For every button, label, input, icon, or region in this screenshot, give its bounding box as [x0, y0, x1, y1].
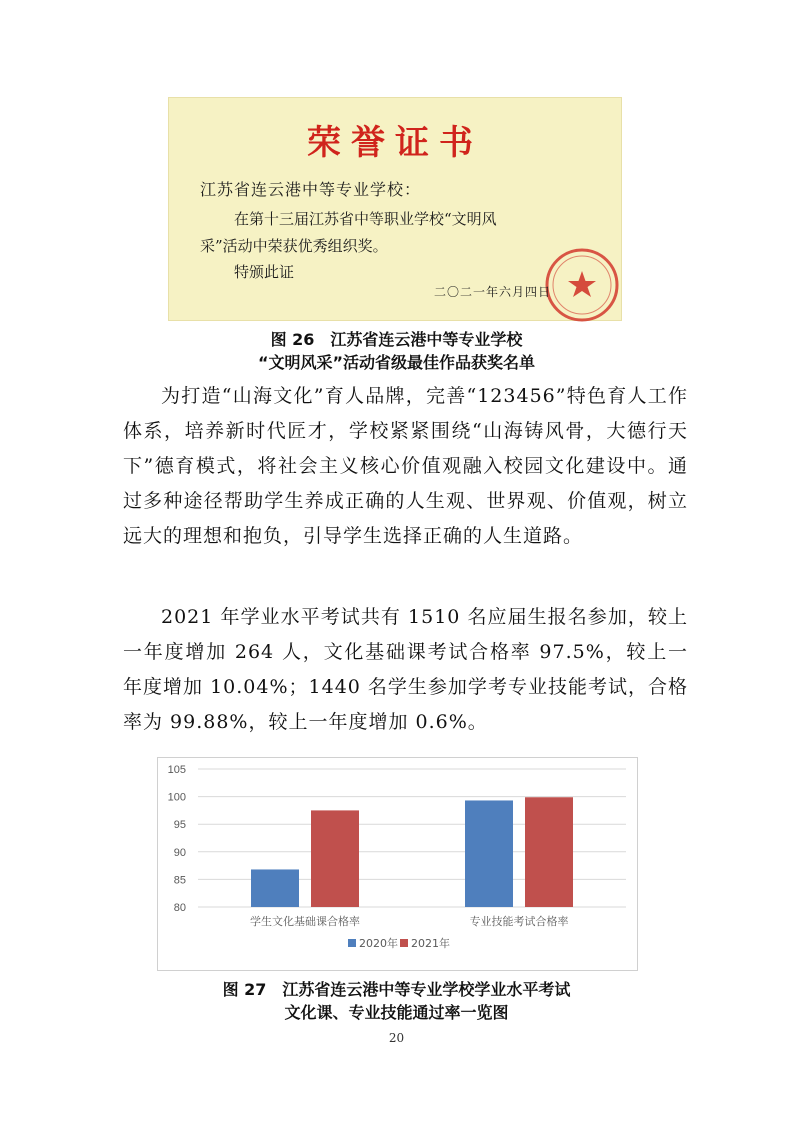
y-tick-label: 85 [173, 874, 186, 887]
y-tick-label: 105 [167, 764, 186, 776]
y-tick-label: 100 [167, 791, 186, 804]
certificate-title: 荣誉证书 [307, 123, 483, 163]
certificate-body-line2: 采”活动中荣获优秀组织奖。 [200, 237, 388, 255]
bar [525, 797, 573, 907]
page-number: 20 [388, 1031, 405, 1045]
figure-26-caption-line2: “文明风采”活动省级最佳作品获奖名单 [257, 353, 536, 372]
x-category-label: 专业技能考试合格率 [469, 915, 569, 928]
certificate-closing: 特颁此证 [234, 263, 295, 281]
certificate-date: 二〇二一年六月四日 [434, 285, 552, 299]
certificate-recipient: 江苏省连云港中等专业学校： [200, 180, 422, 199]
legend-swatch [348, 939, 356, 947]
y-tick-label: 95 [173, 819, 186, 832]
certificate-image [168, 97, 622, 321]
y-tick-label: 90 [173, 846, 186, 859]
figure-27-caption-line2: 文化课、专业技能通过率一览图 [284, 1003, 509, 1022]
figure-26-caption-line1: 图 26 江苏省连云港中等专业学校 [270, 330, 523, 349]
x-category-label: 学生文化基础课合格率 [250, 915, 360, 928]
figure-27-caption-line1: 图 27 江苏省连云港中等专业学校学业水平考试 [222, 980, 571, 999]
official-seal-icon [544, 247, 620, 323]
pass-rate-chart [157, 757, 638, 971]
legend-label: 2021年 [411, 937, 450, 950]
bar [311, 810, 359, 907]
bar [465, 800, 513, 907]
paragraph-exam-results: 2021 年学业水平考试共有 1510 名应届生报名参加，较上一年度增加 264 人，文化基础课考试合格率 97.5%，较上一年度增加 10.04%；1440 名学生参加学考专业技能考试，合格率为 99.88%，较上一年度增加 0.6%。 [123, 606, 688, 733]
y-tick-label: 80 [173, 902, 186, 914]
paragraph-culture: 为打造“山海文化”育人品牌，完善“123456”特色育人工作体系，培养新时代匠才，学校紧紧围绕“山海铸风骨，大德行天下”德育模式，将社会主义核心价值观融入校园文化建设中。通过多种途径帮助学生养成正确的人生观、世界观、价值观，树立远大的理想和抱负，引导学生选择正确的人生道路。 [123, 385, 688, 547]
bar [251, 869, 299, 907]
certificate-body-line1: 在第十三届江苏省中等职业学校“文明风 [234, 210, 497, 228]
legend-label: 2020年 [359, 937, 398, 950]
legend-swatch [400, 939, 408, 947]
pass-rate-chart-svg [158, 758, 637, 970]
